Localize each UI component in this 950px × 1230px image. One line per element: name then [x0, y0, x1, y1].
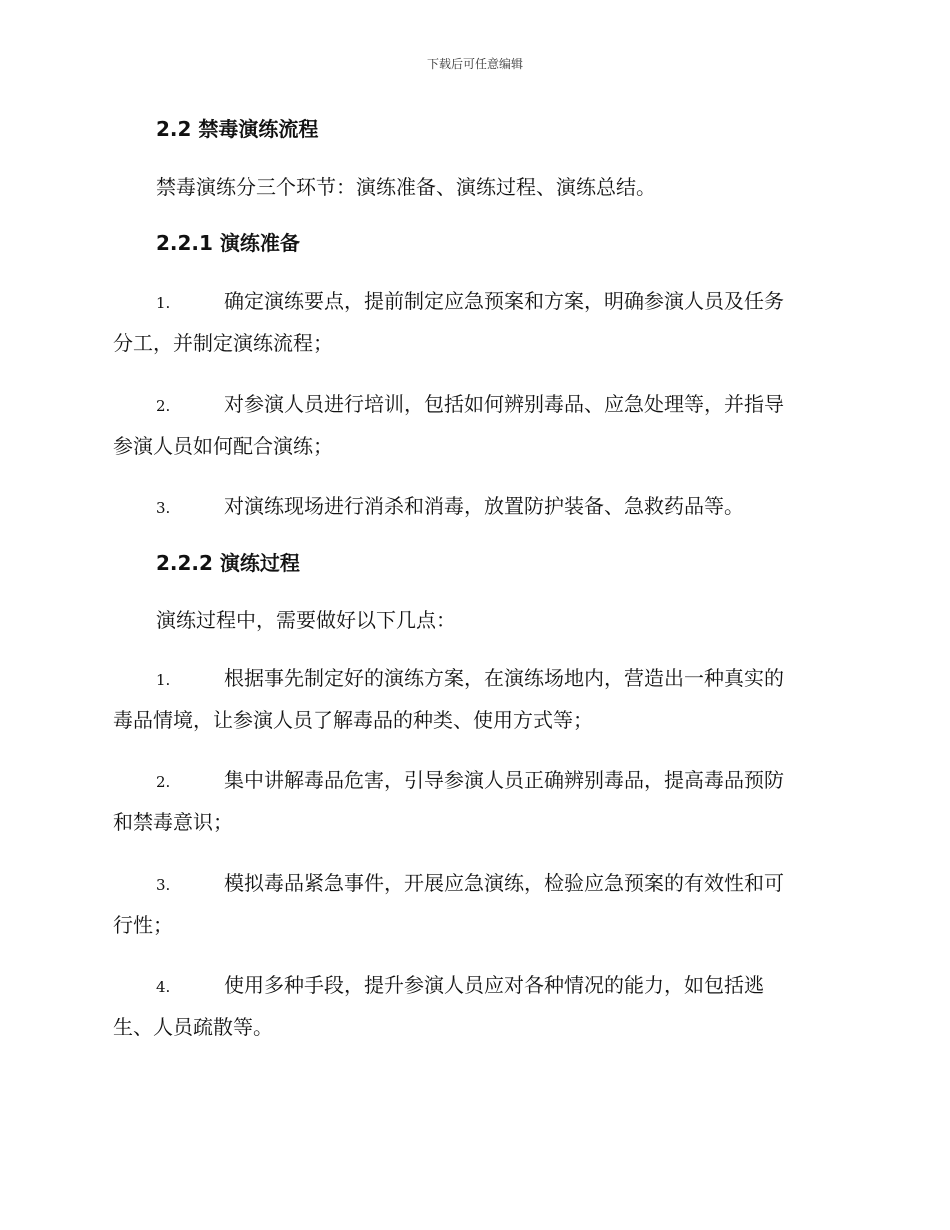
list-text-line2: 行性；	[113, 913, 173, 937]
list-text-line1: 根据事先制定好的演练方案，在演练场地内，营造出一种真实的	[224, 666, 784, 690]
process-heading: 2.2.2 演练过程	[156, 551, 300, 575]
list-item	[113, 766, 833, 834]
list-number: 4.	[156, 978, 171, 996]
list-item	[113, 287, 833, 355]
list-number: 2.	[156, 397, 171, 415]
section-intro: 禁毒演练分三个环节：演练准备、演练过程、演练总结。	[156, 175, 656, 199]
list-item	[113, 390, 833, 458]
list-text-line1: 使用多种手段，提升参演人员应对各种情况的能力，如包括逃	[224, 973, 764, 997]
list-item	[113, 492, 833, 520]
list-text-line1: 确定演练要点，提前制定应急预案和方案，明确参演人员及任务	[224, 289, 784, 313]
list-item	[113, 971, 833, 1039]
list-number: 1.	[156, 671, 171, 689]
list-text-line1: 对演练现场进行消杀和消毒，放置防护装备、急救药品等。	[224, 494, 744, 518]
process-intro: 演练过程中，需要做好以下几点：	[156, 608, 456, 632]
list-number: 2.	[156, 773, 171, 791]
list-text-line2: 参演人员如何配合演练；	[113, 434, 333, 458]
section-heading: 2.2 禁毒演练流程	[156, 117, 319, 141]
page-header: 下载后可任意编辑	[426, 57, 523, 71]
list-text-line2: 和禁毒意识；	[113, 810, 233, 834]
list-text-line1: 集中讲解毒品危害，引导参演人员正确辨别毒品，提高毒品预防	[224, 768, 784, 792]
list-item	[113, 869, 833, 937]
list-text-line1: 模拟毒品紧急事件，开展应急演练，检验应急预案的有效性和可	[224, 871, 784, 895]
list-text-line1: 对参演人员进行培训，包括如何辨别毒品、应急处理等，并指导	[224, 392, 784, 416]
list-text-line2: 生、人员疏散等。	[113, 1015, 273, 1039]
list-number: 1.	[156, 294, 171, 312]
list-text-line2: 分工，并制定演练流程；	[113, 331, 333, 355]
list-text-line2: 毒品情境，让参演人员了解毒品的种类、使用方式等；	[113, 708, 593, 732]
list-item	[113, 664, 833, 732]
prep-heading: 2.2.1 演练准备	[156, 231, 300, 255]
list-number: 3.	[156, 876, 171, 894]
list-number: 3.	[156, 499, 171, 517]
